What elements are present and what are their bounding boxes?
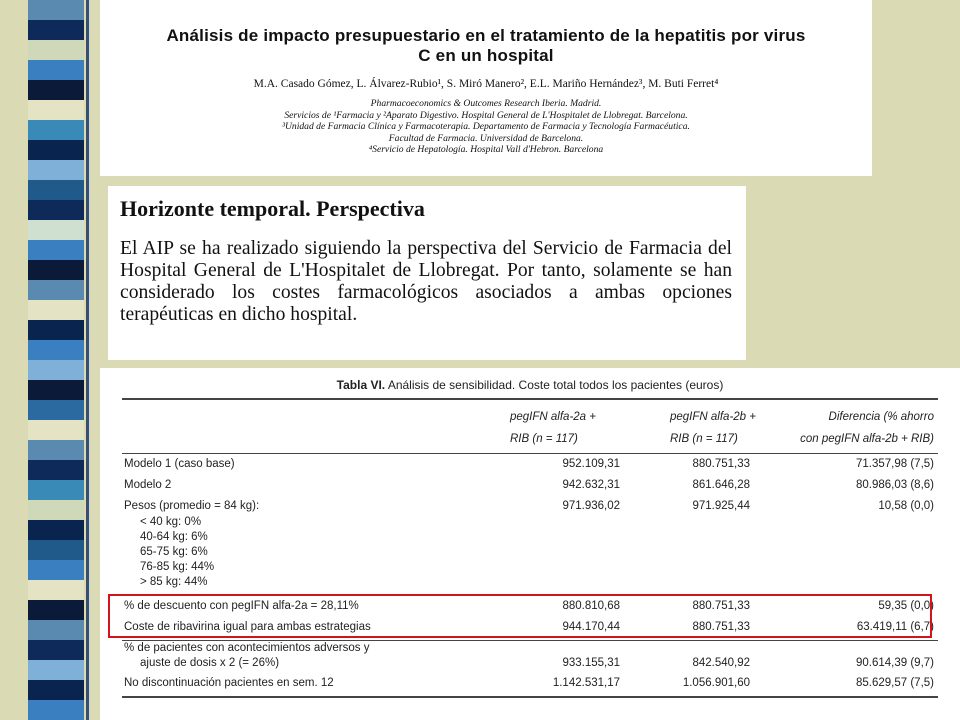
- decorative-stripe: [28, 140, 84, 160]
- section-body: El AIP se ha realizado siguiendo la perspectiva del Servicio de Farmacia del Hospital General de L'Hospitalet de Llobregat. Por tanto, solamente se han considerado los costes farmacológicos asociados a ambas opciones terapéuticas en dicho hospital.: [120, 238, 732, 325]
- affiliation-line: ³Unidad de Farmacia Clínica y Farmacoterapia. Departamento de Farmacia y Tecnología Farmacéutica.: [282, 121, 690, 132]
- decorative-stripe: [28, 540, 84, 560]
- decorative-stripe: [28, 400, 84, 420]
- row-label: % de descuento con pegIFN alfa-2a = 28,11%: [124, 600, 359, 612]
- cell-difference: 71.357,98 (7,5): [855, 458, 934, 470]
- decorative-stripe: [28, 220, 84, 240]
- column-header-line: Diferencia (% ahorro: [828, 411, 934, 423]
- cell-value-2b: 880.751,33: [692, 458, 750, 470]
- column-header-difference: [784, 406, 934, 450]
- row-sublabel: 65-75 kg: 6%: [140, 546, 208, 558]
- decorative-stripe: [28, 300, 84, 320]
- decorative-stripe: [28, 200, 84, 220]
- table-bottom-rule: [122, 696, 938, 698]
- cell-value-2a: 1.142.531,17: [552, 677, 620, 689]
- cell-difference: 80.986,03 (8,6): [855, 479, 934, 491]
- decorative-stripe: [28, 680, 84, 700]
- affiliation-line: Pharmacoeconomics & Outcomes Research Iberia. Madrid.: [370, 98, 602, 109]
- section-heading: Horizonte temporal. Perspectiva: [120, 196, 425, 221]
- decorative-stripe: [28, 620, 84, 640]
- decorative-stripe: [28, 520, 84, 540]
- row-sublabel: 76-85 kg: 44%: [140, 561, 215, 573]
- decorative-stripe: [28, 700, 84, 720]
- paper-title: Análisis de impacto presupuestario en el tratamiento de la hepatitis por virus C en un hospital: [166, 26, 806, 65]
- cell-difference: 85.629,57 (7,5): [855, 677, 934, 689]
- column-header-pegifn-2a: [510, 406, 596, 450]
- cell-value-2b: 971.925,44: [692, 500, 750, 512]
- sensitivity-table-panel: [100, 368, 960, 720]
- row-label: No discontinuación pacientes en sem. 12: [124, 677, 334, 689]
- decorative-stripe: [28, 660, 84, 680]
- cell-value-2a: 944.170,44: [562, 621, 620, 633]
- decorative-stripe: [28, 440, 84, 460]
- table-header-rule: [122, 453, 938, 454]
- decorative-stripe: [28, 180, 84, 200]
- row-label: Coste de ribavirina igual para ambas estrategias: [124, 621, 371, 633]
- row-label: Modelo 2: [124, 479, 172, 491]
- decorative-stripe: [28, 560, 84, 580]
- cell-difference: 63.419,11 (6,7): [856, 621, 934, 633]
- row-sublabel: > 85 kg: 44%: [140, 576, 208, 588]
- cell-difference: 59,35 (0,0): [878, 600, 934, 612]
- decorative-stripe: [28, 60, 84, 80]
- table-top-rule: [122, 398, 938, 400]
- row-label: Modelo 1 (caso base): [124, 458, 235, 470]
- affiliation-line: Servicios de ¹Farmacia y ²Aparato Digestivo. Hospital General de L'Hospitalet de Llobregat. Barcelona.: [284, 109, 688, 121]
- decorative-stripe: [28, 240, 84, 260]
- decorative-stripe: [28, 420, 84, 440]
- decorative-stripe: [28, 280, 84, 300]
- affiliation-line: Facultad de Farmacia. Universidad de Barcelona.: [388, 132, 584, 144]
- cell-value-2b: 880.751,33: [692, 600, 750, 612]
- decorative-stripe: [28, 0, 84, 20]
- decorative-stripe: [28, 640, 84, 660]
- decorative-stripe: [28, 380, 84, 400]
- column-header-line: RIB (n = 117): [510, 433, 578, 445]
- paper-header-panel: [100, 0, 872, 176]
- row-sublabel: 40-64 kg: 6%: [140, 531, 208, 543]
- row-label-continuation: ajuste de dosis x 2 (= 26%): [140, 657, 280, 669]
- decorative-stripe: [28, 80, 84, 100]
- decorative-stripe: [28, 360, 84, 380]
- table-title-number: Tabla VI.: [336, 378, 386, 392]
- row-sublabel: < 40 kg: 0%: [140, 516, 202, 528]
- section-text-panel: [108, 186, 746, 360]
- cell-difference: 90.614,39 (9,7): [855, 657, 934, 669]
- cell-value-2b: 1.056.901,60: [682, 677, 750, 689]
- paper-authors: M.A. Casado Gómez, L. Álvarez-Rubio¹, S. Miró Manero², E.L. Mariño Hernández³, M. Buti Ferret⁴: [253, 78, 719, 90]
- cell-value-2a: 942.632,31: [562, 479, 620, 491]
- decorative-stripe: [28, 600, 84, 620]
- cell-difference: 10,58 (0,0): [878, 500, 934, 512]
- column-header-line: pegIFN alfa-2a +: [510, 411, 596, 423]
- table-row-rule: [122, 640, 938, 641]
- decorative-stripe: [28, 120, 84, 140]
- table-title: [100, 378, 960, 392]
- decorative-stripe: [28, 500, 84, 520]
- column-header-line: con pegIFN alfa-2b + RIB): [800, 433, 934, 445]
- decorative-stripe-bar: [28, 0, 84, 720]
- cell-value-2a: 880.810,68: [562, 600, 620, 612]
- decorative-stripe: [28, 460, 84, 480]
- table-title-text: Análisis de sensibilidad. Coste total todos los pacientes (euros): [387, 378, 724, 392]
- decorative-stripe: [28, 580, 84, 600]
- column-header-line: RIB (n = 117): [670, 433, 738, 445]
- cell-value-2a: 933.155,31: [562, 657, 620, 669]
- cell-value-2b: 880.751,33: [692, 621, 750, 633]
- decorative-stripe: [28, 100, 84, 120]
- row-label: Pesos (promedio = 84 kg):: [124, 500, 260, 512]
- decorative-stripe: [28, 20, 84, 40]
- decorative-divider: [86, 0, 89, 720]
- decorative-stripe: [28, 260, 84, 280]
- decorative-stripe: [28, 480, 84, 500]
- cell-value-2a: 971.936,02: [562, 500, 620, 512]
- cell-value-2b: 861.646,28: [692, 479, 750, 491]
- row-label: % de pacientes con acontecimientos adversos y: [124, 642, 370, 654]
- decorative-stripe: [28, 40, 84, 60]
- highlight-box: [108, 594, 932, 638]
- decorative-stripe: [28, 340, 84, 360]
- paper-affiliations: [100, 98, 872, 156]
- affiliation-line: ⁴Servicio de Hepatología. Hospital Vall d'Hebron. Barcelona: [368, 144, 604, 155]
- column-header-pegifn-2b: [670, 406, 756, 450]
- cell-value-2a: 952.109,31: [562, 458, 620, 470]
- decorative-stripe: [28, 320, 84, 340]
- decorative-stripe: [28, 160, 84, 180]
- cell-value-2b: 842.540,92: [692, 657, 750, 669]
- column-header-line: pegIFN alfa-2b +: [670, 411, 756, 423]
